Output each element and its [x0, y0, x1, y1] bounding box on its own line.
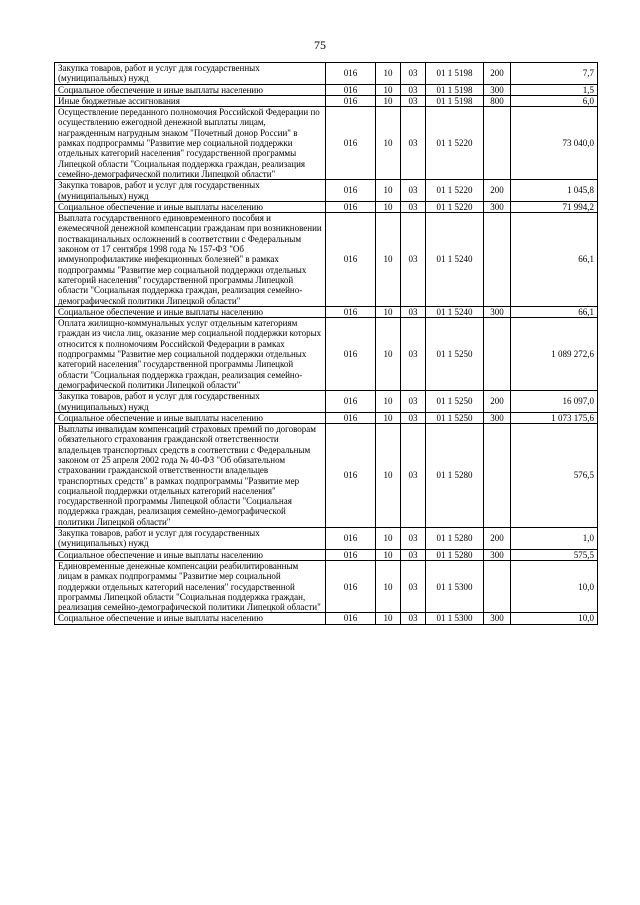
expense-type-cell: 800 [484, 95, 511, 106]
ministry-code-cell: 016 [326, 306, 376, 317]
table-row [55, 306, 598, 317]
row-name-cell: Оплата жилищно-коммунальных услуг отдельным категориям граждан из числа лиц, оказание мер социальной поддержки которых относится к полномочиям Российской Федерации в рамках подпрограммы "Развитие мер социальной поддержки отдельных категорий населения" государственной программы Липецкой области "Социальная поддержка граждан, реализация семейно-демографической политики Липецкой области" [55, 318, 326, 391]
section-cell: 10 [376, 95, 401, 106]
target-article-cell: 01 1 5220 [426, 180, 484, 202]
subsection-cell: 03 [401, 424, 426, 528]
target-article-cell: 01 1 5250 [426, 391, 484, 413]
target-article-cell: 01 1 5198 [426, 63, 484, 85]
table-row [55, 95, 598, 106]
subsection-cell: 03 [401, 201, 426, 212]
target-article-cell: 01 1 5220 [426, 201, 484, 212]
sum-cell: 10,0 [511, 560, 598, 612]
sum-cell: 66,1 [511, 213, 598, 307]
ministry-code-cell: 016 [326, 391, 376, 413]
budget-table [54, 62, 598, 625]
table-row [55, 412, 598, 423]
expense-type-cell: 300 [484, 412, 511, 423]
sum-cell: 1 089 272,6 [511, 318, 598, 391]
ministry-code-cell: 016 [326, 412, 376, 423]
target-article-cell: 01 1 5220 [426, 107, 484, 180]
section-cell: 10 [376, 180, 401, 202]
section-cell: 10 [376, 201, 401, 212]
section-cell: 10 [376, 107, 401, 180]
subsection-cell: 03 [401, 412, 426, 423]
target-article-cell: 01 1 5250 [426, 412, 484, 423]
target-article-cell: 01 1 5250 [426, 318, 484, 391]
subsection-cell: 03 [401, 180, 426, 202]
row-name-cell: Выплаты инвалидам компенсаций страховых премий по договорам обязательного страхования гражданской ответственности владельцев транспортных средств в соответствии с Федеральным законом от 25 апреля 2002 года № 40-ФЗ "Об обязательном страховании гражданской ответственности владельцев транспортных средств" в рамках подпрограммы "Развитие мер социальной поддержки отдельных категорий населения" государственной программы Липецкой области "Социальная поддержка граждан, реализация семейно-демографической политики Липецкой области" [55, 424, 326, 528]
expense-type-cell: 200 [484, 391, 511, 413]
row-name-cell: Закупка товаров, работ и услуг для государственных (муниципальных) нужд [55, 528, 326, 550]
expense-type-cell: 300 [484, 201, 511, 212]
ministry-code-cell: 016 [326, 107, 376, 180]
expense-type-cell: 300 [484, 613, 511, 624]
section-cell: 10 [376, 424, 401, 528]
section-cell: 10 [376, 63, 401, 85]
sum-cell: 6,0 [511, 95, 598, 106]
target-article-cell: 01 1 5240 [426, 213, 484, 307]
row-name-cell: Иные бюджетные ассигнования [55, 95, 326, 106]
row-name-cell: Закупка товаров, работ и услуг для государственных (муниципальных) нужд [55, 391, 326, 413]
ministry-code-cell: 016 [326, 613, 376, 624]
target-article-cell: 01 1 5240 [426, 306, 484, 317]
ministry-code-cell: 016 [326, 95, 376, 106]
section-cell: 10 [376, 560, 401, 612]
table-row [55, 424, 598, 528]
subsection-cell: 03 [401, 306, 426, 317]
expense-type-cell [484, 107, 511, 180]
section-cell: 10 [376, 213, 401, 307]
sum-cell: 1 045,8 [511, 180, 598, 202]
sum-cell: 576,5 [511, 424, 598, 528]
section-cell: 10 [376, 528, 401, 550]
row-name-cell: Закупка товаров, работ и услуг для государственных (муниципальных) нужд [55, 180, 326, 202]
ministry-code-cell: 016 [326, 528, 376, 550]
ministry-code-cell: 016 [326, 63, 376, 85]
row-name-cell: Закупка товаров, работ и услуг для государственных (муниципальных) нужд [55, 63, 326, 85]
sum-cell: 10,0 [511, 613, 598, 624]
sum-cell: 16 097,0 [511, 391, 598, 413]
ministry-code-cell: 016 [326, 318, 376, 391]
section-cell: 10 [376, 84, 401, 95]
target-article-cell: 01 1 5280 [426, 424, 484, 528]
sum-cell: 1,0 [511, 528, 598, 550]
section-cell: 10 [376, 306, 401, 317]
table-row [55, 201, 598, 212]
expense-type-cell: 300 [484, 306, 511, 317]
expense-type-cell: 200 [484, 63, 511, 85]
table-row [55, 180, 598, 202]
ministry-code-cell: 016 [326, 424, 376, 528]
target-article-cell: 01 1 5300 [426, 560, 484, 612]
subsection-cell: 03 [401, 549, 426, 560]
row-name-cell: Единовременные денежные компенсации реабилитированным лицам в рамках подпрограммы "Развитие мер социальной поддержки отдельных категорий населения" государственной программы Липецкой области "Социальная поддержка граждан, реализация семейно-демографической политики Липецкой области" [55, 560, 326, 612]
table-row [55, 107, 598, 180]
table-row [55, 549, 598, 560]
row-name-cell: Социальное обеспечение и иные выплаты населению [55, 84, 326, 95]
sum-cell: 66,1 [511, 306, 598, 317]
ministry-code-cell: 016 [326, 201, 376, 212]
row-name-cell: Осуществление переданного полномочия Российской Федерации по осуществлению ежегодной денежной выплаты лицам, награжденным нагрудным знаком "Почетный донор России" в рамках подпрограммы "Развитие мер социальной поддержки отдельных категорий населения" государственной программы Липецкой области "Социальная поддержка граждан, реализация семейно-демографической политики Липецкой области" [55, 107, 326, 180]
sum-cell: 1 073 175,6 [511, 412, 598, 423]
expense-type-cell [484, 318, 511, 391]
sum-cell: 575,5 [511, 549, 598, 560]
section-cell: 10 [376, 318, 401, 391]
target-article-cell: 01 1 5300 [426, 613, 484, 624]
table-row [55, 213, 598, 307]
expense-type-cell: 300 [484, 84, 511, 95]
section-cell: 10 [376, 549, 401, 560]
subsection-cell: 03 [401, 391, 426, 413]
sum-cell: 73 040,0 [511, 107, 598, 180]
ministry-code-cell: 016 [326, 180, 376, 202]
table-row [55, 318, 598, 391]
target-article-cell: 01 1 5280 [426, 528, 484, 550]
subsection-cell: 03 [401, 318, 426, 391]
subsection-cell: 03 [401, 613, 426, 624]
subsection-cell: 03 [401, 213, 426, 307]
expense-type-cell: 300 [484, 549, 511, 560]
section-cell: 10 [376, 412, 401, 423]
ministry-code-cell: 016 [326, 213, 376, 307]
target-article-cell: 01 1 5280 [426, 549, 484, 560]
row-name-cell: Социальное обеспечение и иные выплаты населению [55, 412, 326, 423]
subsection-cell: 03 [401, 63, 426, 85]
subsection-cell: 03 [401, 528, 426, 550]
ministry-code-cell: 016 [326, 549, 376, 560]
expense-type-cell [484, 560, 511, 612]
ministry-code-cell: 016 [326, 560, 376, 612]
table-row [55, 84, 598, 95]
expense-type-cell [484, 213, 511, 307]
section-cell: 10 [376, 391, 401, 413]
row-name-cell: Выплата государственного единовременного пособия и ежемесячной денежной компенсации гражданам при возникновении поствакцинальных осложнений в соответствии с Федеральным законом от 17 сентября 1998 года № 157-ФЗ "Об иммунопрофилактике инфекционных болезней" в рамках подпрограммы "Развитие мер социальной поддержки отдельных категорий населения" государственной программы Липецкой области "Социальная поддержка граждан, реализация семейно-демографической политики Липецкой области" [55, 213, 326, 307]
page-number: 75 [314, 38, 326, 52]
row-name-cell: Социальное обеспечение и иные выплаты населению [55, 201, 326, 212]
table-row [55, 528, 598, 550]
table-row [55, 391, 598, 413]
ministry-code-cell: 016 [326, 84, 376, 95]
target-article-cell: 01 1 5198 [426, 95, 484, 106]
expense-type-cell [484, 424, 511, 528]
table-row [55, 560, 598, 612]
sum-cell: 1,5 [511, 84, 598, 95]
sum-cell: 71 994,2 [511, 201, 598, 212]
table-body [55, 63, 598, 625]
subsection-cell: 03 [401, 107, 426, 180]
subsection-cell: 03 [401, 84, 426, 95]
expense-type-cell: 200 [484, 180, 511, 202]
sum-cell: 7,7 [511, 63, 598, 85]
row-name-cell: Социальное обеспечение и иные выплаты населению [55, 306, 326, 317]
section-cell: 10 [376, 613, 401, 624]
subsection-cell: 03 [401, 560, 426, 612]
target-article-cell: 01 1 5198 [426, 84, 484, 95]
table-row [55, 63, 598, 85]
row-name-cell: Социальное обеспечение и иные выплаты населению [55, 613, 326, 624]
row-name-cell: Социальное обеспечение и иные выплаты населению [55, 549, 326, 560]
table-row [55, 613, 598, 624]
subsection-cell: 03 [401, 95, 426, 106]
expense-type-cell: 200 [484, 528, 511, 550]
